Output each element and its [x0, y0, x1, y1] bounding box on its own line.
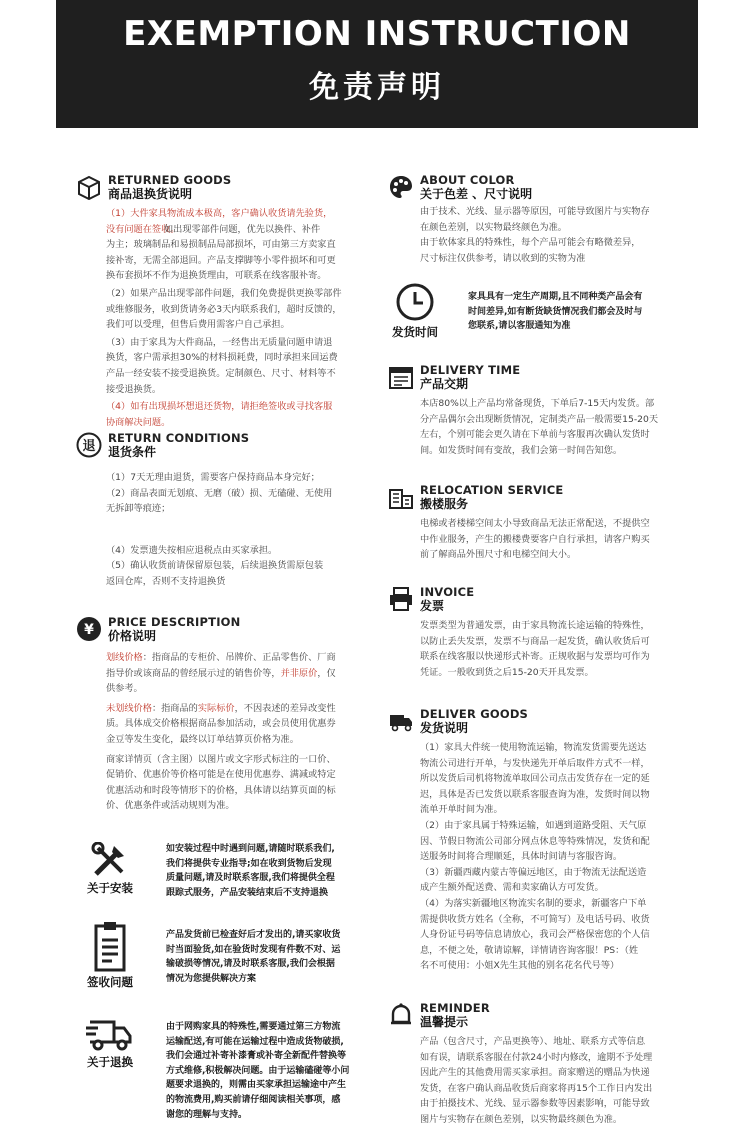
- section-title-zh: 发货说明: [420, 721, 469, 735]
- section-title-en: ABOUT COLOR: [420, 173, 515, 187]
- page-title-zh: 免责声明: [309, 70, 445, 105]
- signing-label: 签收问题: [87, 975, 133, 989]
- return-conditions-p1: （1）7天无理由退货，需要客户保持商品本身完好； （2）商品表面无划痕、无磨（破）损、无磕碰、无使用 无拆卸等痕迹；: [106, 472, 333, 515]
- calendar-icon: [388, 364, 414, 390]
- delivery-truck-icon: [388, 708, 414, 734]
- svg-text:退: 退: [82, 439, 96, 454]
- returned-goods-p4: （4）如有出现损坏想退还货物，请拒绝签收或寻找客服 协商解决问题。: [106, 401, 333, 428]
- return-conditions-section: [76, 432, 376, 590]
- page-header: [56, 0, 698, 128]
- palette-icon: [388, 174, 414, 200]
- signing-text: 产品发货前已检查好后才发出的,请买家收货 时当面验货,如在验货时发现有件数不对、运 输破损等情况,请及时联系客服,我们会根据 情况为您提供解决方案: [166, 930, 341, 984]
- section-title-zh: 搬楼服务: [420, 497, 469, 511]
- printer-icon: [388, 586, 414, 612]
- section-title-zh: 温馨提示: [420, 1015, 469, 1029]
- return-conditions-p2: （4）发票遗失按相应退税点由买家承担。 （5）确认收货前请保留原包装，后续退换货需原包装 返回仓库，否则不支持退换货: [106, 544, 324, 587]
- returned-goods-p1: 如出现零部件问题，优先以换件、补件 为主；玻璃制品和易损制品局部损坏，可由第三方卖家直 接补寄，无需全部退回。产品支撑脚等小零件损坏和可更 换布套损坏不作为退换货理由，可联系在线客服补寄。: [106, 223, 336, 282]
- delivery-time-section: [388, 364, 688, 458]
- install-block: [80, 842, 140, 896]
- signing-block: [80, 920, 140, 990]
- deliver-goods-section: [388, 708, 688, 974]
- install-text: 如安装过程中时遇到问题,请随时联系我们, 我们将提供专业指导;如在收到货物后发现 质量问题,请及时联系客服,我们将提供全程 跟踪式服务，产品安装结束后不支持退换: [166, 844, 335, 898]
- price-line-uncrossed: 未划线价格：指商品的实际标价，不因表述的差异改变性 质。具体成交价格根据商品参加活动，或会员使用优惠券 金豆等发生变化，最终以订单结算页价格为准。: [106, 702, 336, 745]
- ship-time-label: 发货时间: [392, 325, 438, 339]
- returned-goods-section: [76, 174, 376, 430]
- section-title-zh: 发票: [420, 599, 445, 613]
- return-ship-label: 关于退换: [87, 1055, 133, 1069]
- about-color-section: [388, 174, 688, 266]
- clipboard-icon: [92, 920, 128, 972]
- relocation-text: 电梯或者楼梯空间太小导致商品无法正常配送，不提供空 中作业服务，产生的搬楼费要客户自行承担，请客户购买 前了解商品外围尺寸和电梯空间大小。: [420, 518, 650, 561]
- section-title-zh: 商品退换货说明: [108, 187, 193, 201]
- yen-icon: [76, 616, 102, 642]
- truck-icon: [86, 1016, 134, 1052]
- building-icon: [388, 484, 414, 510]
- page-title-en: EXEMPTION INSTRUCTION: [123, 14, 631, 54]
- section-title-en: REMINDER: [420, 1001, 490, 1015]
- section-title-en: DELIVER GOODS: [420, 707, 529, 721]
- install-label: 关于安装: [87, 881, 133, 895]
- ship-time-text: 家具具有一定生产周期,且不同种类产品会有 时间差异,如有断货缺货情况我们都会及时与 您联系,请以客服通知为准: [468, 292, 643, 332]
- section-title-en: RETURN CONDITIONS: [108, 431, 250, 445]
- svg-text:¥: ¥: [84, 622, 94, 638]
- returned-goods-p3: （3）由于家具为大件商品，一经售出无质量问题申请退 换货，客户需承担30%的材料损耗费，同时承担来回运费 产品一经安装不接受退换货。定制颜色、尺寸、材料等不 接受退换货。: [106, 336, 338, 395]
- section-title-en: INVOICE: [420, 585, 475, 599]
- reminder-text: 产品（包含尺寸，产品更换等）、地址、联系方式等信息 如有误，请联系客服在付款24小时内修改，逾期不予处理 因此产生的其他费用需买家承担。商家赠送的赠品为快递 发货，在客户确认商品收货后商家将再15个工作日内发出 由于拍摄技术、光线、显示器参数等因素影响，可能导致 图片与实物存在颜色差别，以实物最终颜色为准。: [420, 1036, 653, 1125]
- section-title-zh: 退货条件: [108, 445, 157, 459]
- about-color-text: 由于技术、光线、显示器等原因，可能导致图片与实物存 在颜色差别，以实物最终颜色为准。 由于软体家具的特殊性，每个产品可能会有略微差异， 尺寸标注仅供参考，请以收到的实物为准: [420, 206, 650, 264]
- tools-icon: [90, 842, 130, 878]
- bell-icon: [388, 1002, 414, 1028]
- price-line-detail: 商家详情页（含主图）以图片或文字形式标注的一口价、 促销价、优惠价等价格可能是在使用优惠券、满减或特定 优惠活动和时段等情形下的价格，具体请以结算页面的标 价、优惠条件或活动规则为准。: [106, 753, 336, 812]
- section-title-en: RETURNED GOODS: [108, 173, 232, 187]
- price-description-section: [76, 616, 376, 814]
- deliver-goods-text: （1）家具大件统一使用物流运输，物流发货需要先送达 物流公司进行开单，与发快递先开单后取件方式不一样， 所以发货后司机将物流单取回公司点击发货存在一定的延 迟，具体是否已发货以联系客服查询为准，发货时间以物 流单开单时间为准。 （2）由于家具属于特殊运输，如遇到道路受阻、天气原 因、节假日物流公司部分网点休息等特殊情况，发货和配 送服务时间将合理顺延，具体时间请与客服咨询。 （3）新疆西藏内蒙古等偏远地区，由于物流无法配送造 成产生额外配送费、需和卖家确认方可发货。 （4）为落实新疆地区物流实名制的要求，新疆客户下单 需提供收货方姓名（全称，不可简写）及电话号码、收货 人身份证号码等信息请放心，我司会严格保密您的个人信 息，不便之处，敬请谅解，详情请咨询客服！PS：（姓 名不可使用：小姐X先生其他的别名花名代号等）: [420, 742, 650, 972]
- reminder-section: [388, 1002, 688, 1128]
- return-ship-block: [80, 1016, 140, 1070]
- invoice-text: 发票类型为普通发票，由于家具物流长途运输的特殊性， 以防止丢失发票，发票不与商品一起发货，确认收货后可 联系在线客服以快递形式补寄。正规收据与发票均可作为 凭证。一般收到货之后15-20天开具发票。: [420, 620, 650, 678]
- return-ship-text: 由于网购家具的特殊性,需要通过第三方物流 运输配送,有可能在运输过程中造成货物破损, 我们会通过补寄补漆膏或补寄全新配件替换等 方式维修,积极解决问题。由于运输磕碰等小问 题要求退换的，则需由买家承担运输途中产生 的物流费用,购买前请仔细阅读相关事项，感 谢您的理解与支持。: [166, 1022, 350, 1120]
- returned-goods-p2: （2）如果产品出现零部件问题，我们免费提供更换零部件 或维修服务，收到货请务必3天内联系我们，超时反馈的， 我们可以受理，但售后费用需客户自己承担。: [106, 287, 342, 331]
- section-title-zh: 价格说明: [108, 629, 157, 643]
- ship-time-block: [388, 282, 442, 340]
- delivery-time-text: 本店80%以上产品均常备现货，下单后7-15天内发货。部 分产品偶尔会出现断货情况，定制类产品一般需要15-20天 左右，个别可能会更久请在下单前与客服再次确认发货时 间。如发货时间有变故，我们会第一时间告知您。: [420, 398, 659, 456]
- section-title-zh: 产品交期: [420, 377, 469, 391]
- section-title-en: DELIVERY TIME: [420, 363, 521, 377]
- section-title-zh: 关于色差 、尺寸说明: [420, 187, 533, 201]
- clock-icon: [395, 282, 435, 322]
- price-line-crossed: 划线价格：指商品的专柜价、吊牌价、正品零售价、厂商 指导价或该商品的曾经展示过的销售价等，并非原价，仅 供参考。: [106, 652, 336, 695]
- section-title-en: PRICE DESCRIPTION: [108, 615, 241, 629]
- return-icon: [76, 432, 102, 458]
- box-icon: [76, 174, 102, 200]
- invoice-section: [388, 586, 688, 680]
- returned-goods-p1-red: （1）大件家具物流成本极高，客户确认收货请先验货， 没有问题在签收。: [106, 208, 333, 235]
- relocation-section: [388, 484, 688, 563]
- section-title-en: RELOCATION SERVICE: [420, 483, 564, 497]
